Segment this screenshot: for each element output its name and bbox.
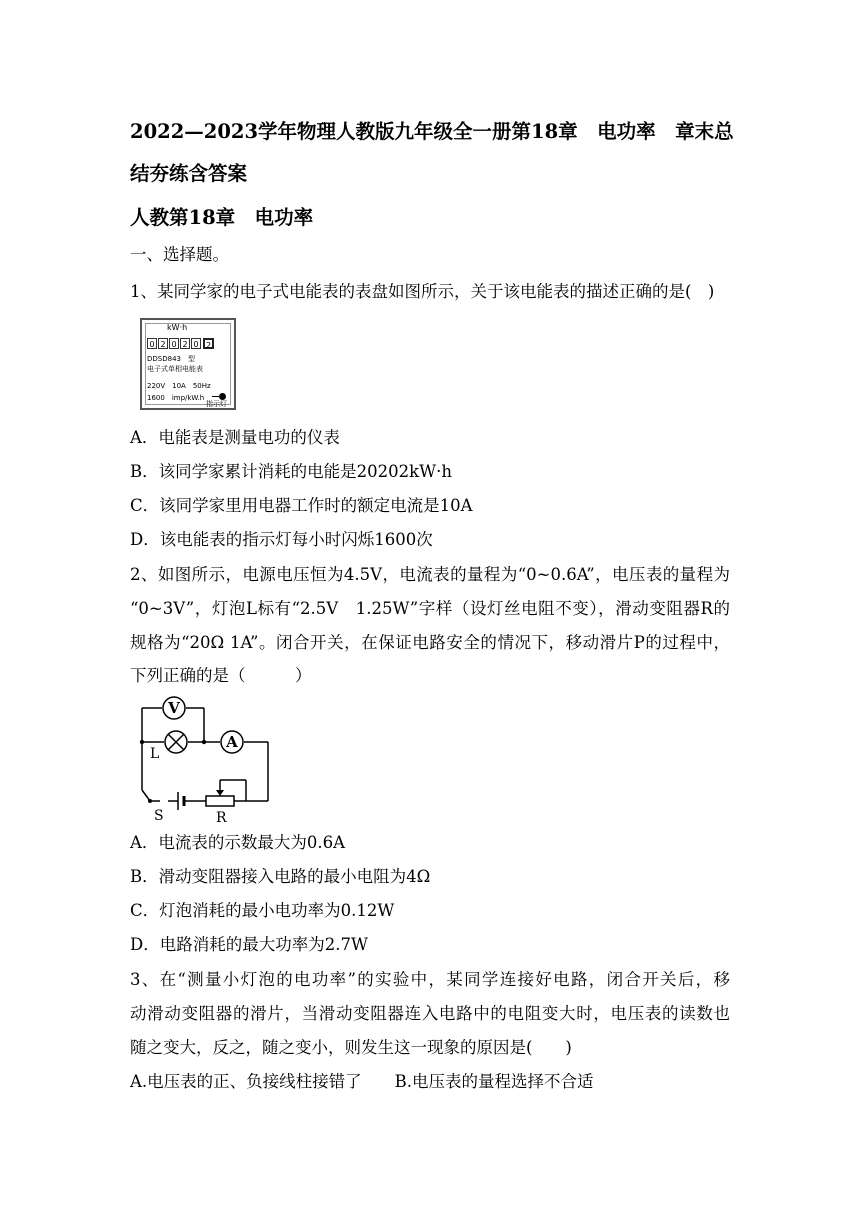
- meter-name: 电子式单相电能表: [147, 365, 203, 373]
- doc-title-line-2: 结夯练含答案: [130, 162, 248, 185]
- q1-option-a: A．电能表是测量电功的仪表: [130, 428, 340, 447]
- meter-indicator-label: 指示灯: [206, 400, 227, 408]
- junction-dot-icon: [140, 740, 144, 744]
- meter-model: DDSD843 型: [147, 355, 195, 363]
- q3-options-line: A.电压表的正、负接线柱接错了 B.电压表的量程选择不合适: [130, 1072, 594, 1091]
- meter-digit: 0: [147, 338, 157, 349]
- meter-digit: 2: [158, 338, 168, 349]
- section-heading: 一、选择题。: [130, 245, 229, 264]
- q2-option-d: D．电路消耗的最大功率为2.7W: [130, 935, 368, 954]
- q3-stem-line-3: 随之变大，反之，随之变小，则发生这一现象的原因是( ): [130, 1038, 572, 1057]
- meter-unit: kW·h: [167, 323, 188, 332]
- electric-meter-figure: [140, 318, 236, 410]
- q1-option-d: D．该电能表的指示灯每小时闪烁1600次: [130, 530, 433, 549]
- q1-stem: 1、某同学家的电子式电能表的表盘如图所示，关于该电能表的描述正确的是( ): [130, 282, 715, 301]
- meter-digit: 0: [169, 338, 179, 349]
- ammeter-label: A: [226, 733, 238, 751]
- q2-option-b: B．滑动变阻器接入电路的最小电阻为4Ω: [130, 867, 431, 886]
- q3-stem-line-1: 3、在“测量小灯泡的电功率”的实验中，某同学连接好电路，闭合开关后，移: [130, 970, 730, 989]
- junction-dot-icon: [202, 740, 206, 744]
- meter-digit: 0: [191, 338, 201, 349]
- switch-label: S: [154, 808, 164, 824]
- indicator-light-icon: [219, 393, 226, 400]
- doc-subtitle: 人教第18章 电功率: [130, 206, 314, 229]
- q2-stem-line-3: 规格为“20Ω 1A”。闭合开关，在保证电路安全的情况下，移动滑片P的过程中，: [130, 633, 730, 652]
- rheostat-label: R: [216, 810, 227, 824]
- lamp-label: L: [150, 746, 160, 762]
- q2-stem-line-1: 2、如图所示，电源电压恒为4.5V，电流表的量程为“0~0.6A”，电压表的量程为: [130, 565, 730, 584]
- q1-option-c: C．该同学家里用电器工作时的额定电流是10A: [130, 496, 473, 515]
- meter-imp: 1600 imp/kW.h: [147, 394, 205, 402]
- q2-option-c: C．灯泡消耗的最小电功率为0.12W: [130, 901, 395, 920]
- meter-digits: [147, 338, 215, 349]
- meter-spec: 220V 10A 50Hz: [147, 382, 211, 390]
- meter-digit-decimal: 2: [203, 338, 214, 349]
- doc-title-line-1: 2022—2023学年物理人教版九年级全一册第18章 电功率 章末总: [130, 120, 734, 143]
- q2-stem-line-2: “0~3V”，灯泡L标有“2.5V 1.25W”字样（设灯丝电阻不变），滑动变阻器R的: [130, 599, 730, 618]
- circuit-diagram: [138, 694, 278, 824]
- indicator-arrow-icon: [212, 396, 219, 397]
- q2-option-a: A．电流表的示数最大为0.6A: [130, 833, 346, 852]
- voltmeter-label: V: [168, 699, 180, 717]
- switch-contact-icon: [148, 799, 152, 803]
- q3-stem-line-2: 动滑动变阻器的滑片，当滑动变阻器连入电路中的电阻变大时，电压表的读数也: [130, 1004, 730, 1023]
- slider-arrow-icon: [216, 790, 224, 796]
- q1-option-b: B．该同学家累计消耗的电能是20202kW·h: [130, 462, 452, 481]
- q2-stem-line-4: 下列正确的是（ ）: [130, 666, 312, 685]
- meter-digit: 2: [180, 338, 190, 349]
